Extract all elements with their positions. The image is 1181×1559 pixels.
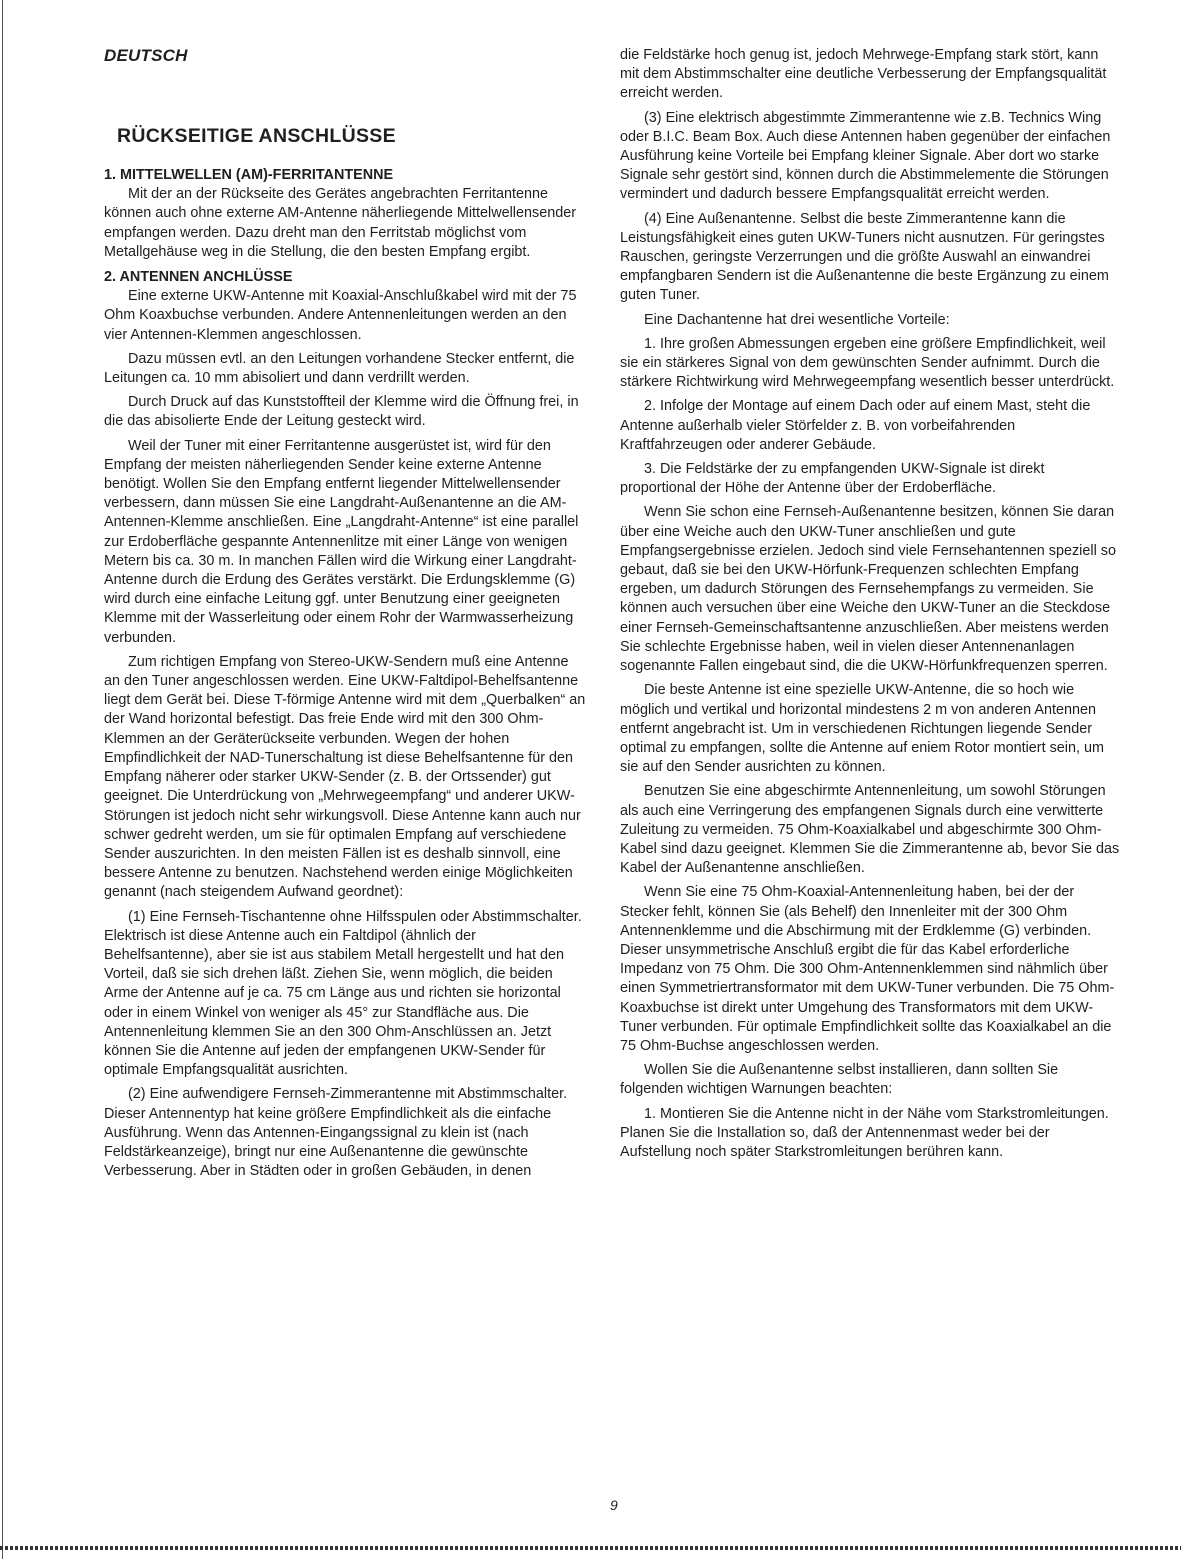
left-column-body [104, 166, 586, 1186]
paragraph: (3) Eine elektrisch abgestimmte Zimmerantenne wie z.B. Technics Wing oder B.I.C. Beam Box. Auch diese Antennen haben gegenüber der einfachen Ausführung keine Vorteile bei Empfang kleiner Signale. Aber dort wo starke Signale sehr gestört sind, können durch die Abstimmelemente die Störungen vermindert und dadurch bessere Empfangsqualität erreicht werden. [620, 109, 1111, 203]
paragraph: Weil der Tuner mit einer Ferritantenne ausgerüstet ist, wird für den Empfang der meisten näherliegenden Sender keine externe Antenne benötigt. Wollen Sie den Empfang entfernt liegender Mittelwellensender verbessern, dann müssen Sie eine Langdraht-Außenantenne an die AM-Antennen-Klemme anschließen. Eine „Langdraht-Antenne“ ist eine parallel zur Erdoberfläche gespannte Antennenlitze mit einer Länge von wenigen Metern bis ca. 30 m. In manchen Fällen wird die Wirkung einer Langdraht-Antenne durch die Erdung des Gerätes verstärkt. Die Erdungsklemme (G) wird durch eine einfache Leitung ggf. unter Benutzung einer geeigneten Klemme mit der Wasserleitung oder einem Rohr der Warmwasserheizung verbunden. [104, 437, 579, 646]
paragraph: Wenn Sie eine 75 Ohm-Koaxial-Antennenleitung haben, bei der der Stecker fehlt, können Sie (als Behelf) den Innenleiter mit der 300 Ohm Antennenklemme und die Abschirmung mit der Erdklemme (G) verbinden. Dieser unsymmetrische Anschluß ergibt die für das Kabel erforderliche Impedanz von 75 Ohm. Die 300 Ohm-Antennenklemmen sind nähmlich über einen Symmetriertransformator mit dem UKW-Tuner verbunden. Die 75 Ohm-Koaxbuchse ist direkt unter Umgehung des Transformators mit dem UKW-Tuner verbunden. Für optimale Empfindlichkeit sollte das Koaxialkabel an die 75 Ohm-Buchse angeschlossen werden. [620, 884, 1115, 1054]
paragraph: Benutzen Sie eine abgeschirmte Antennenleitung, um sowohl Störungen als auch eine Verringerung des empfangenen Signals durch eine verwitterte Zuleitung zu vermeiden. 75 Ohm-Koaxialkabel und abgeschirmte 300 Ohm-Kabel sind dazu geeignet. Klemmen Sie die Zimmerantenne ab, bevor Sie das Kabel der Außenantenne anschließen. [620, 783, 1120, 877]
list-item: 1. Montieren Sie die Antenne nicht in der Nähe vom Starkstromleitungen. Planen Sie die Installation so, daß der Antennenmast weder bei der Aufstellung noch später Starkstromleitungen berühren kann. [620, 1105, 1109, 1160]
section-heading-antenna-connections: 2. ANTENNEN ANCHLÜSSE [104, 269, 293, 286]
paragraph: (1) Eine Fernseh-Tischantenne ohne Hilfsspulen oder Abstimmschalter. Elektrisch ist diese Antenne auch ein Faltdipol (ähnlich der Behelfsantenne), aber sie ist aus stabilem Metall hergestellt und hat den Vorteil, daß sie sich drehen läßt. Ziehen Sie, wenn möglich, die beiden Arme der Antenne auf je ca. 75 cm Länge aus und richten sie horizontal oder in einem Winkel von weniger als 45° zur Standfläche aus. Die Antennenleitung klemmen Sie an den 300 Ohm-Anschlüssen an. Jetzt können Sie die Antenne auf jeden der empfangenen UKW-Sender für optimale Empfangsqualität ausrichten. [104, 908, 582, 1079]
page-number: 9 [610, 1497, 618, 1513]
paragraph: Eine externe UKW-Antenne mit Koaxial-Anschlußkabel wird mit der 75 Ohm Koaxbuchse verbunden. Andere Antennenleitungen werden an den vier Antennen-Klemmen angeschlossen. [104, 288, 577, 343]
paragraph: Mit der an der Rückseite des Gerätes angebrachten Ferritantenne können auch ohne externe AM-Antenne näherliegende Mittelwellensender empfangen werden. Dazu dreht man den Ferritstab möglichst vom Metallgehäuse weg in die Stellung, die den besten Empfang ergibt. [104, 186, 577, 260]
paragraph: Zum richtigen Empfang von Stereo-UKW-Sendern muß eine Antenne an den Tuner angeschlossen werden. Eine UKW-Faltdipol-Behelfsantenne liegt dem Gerät bei. Diese T-förmige Antenne wird mit dem „Querbalken“ an der Wand horizontal befestigt. Das freie Ende wird mit den 300 Ohm-Klemmen an der Geräterückseite verbunden. Wegen der hohen Empfindlichkeit der NAD-Tunerschaltung ist diese Behelfsantenne für den Empfang näherer oder starker UKW-Sender (z. B. der Ortssender) gut geeignet. Die Unterdrückung von „Mehrwegeempfang“ und anderer UKW-Störungen ist jedoch nicht sehr wirkungsvoll. Diese Antenne kann auch nur schwer gedreht werden, um sie für optimalen Empfang auf verschiedene Sender auszurichten. In den meisten Fällen ist es deshalb sinnvoll, eine bessere Antenne zu benutzen. Nachstehend werden einige Möglichkeiten genannt (nach steigendem Aufwand geordnet): [104, 653, 586, 901]
paragraph: (4) Eine Außenantenne. Selbst die beste Zimmerantenne kann die Leistungsfähigkeit eines guten UKW-Tuners nicht ausnutzen. Für geringstes Rauschen, geringste Verzerrungen und die größte Auswahl an einwandrei empfangbaren Sendern ist die Außenantenne die beste Ergänzung zu einem guten Tuner. [620, 210, 1109, 304]
paragraph: die Feldstärke hoch genug ist, jedoch Mehrwege-Empfang stark stört, kann mit dem Abstimmschalter eine deutliche Verbesserung der Empfangsqualität erreicht werden. [620, 47, 1107, 102]
list-item: 1. Ihre großen Abmessungen ergeben eine größere Empfindlichkeit, weil sie ein stärkeres Signal von dem gewünschten Sender aufnimmt. Durch die stärkere Richtwirkung wird Mehrwegeempfang wesentlich besser unterdrückt. [620, 335, 1115, 391]
right-column [620, 46, 1120, 1167]
paragraph: (2) Eine aufwendigere Fernseh-Zimmerantenne mit Abstimmschalter. Dieser Antennentyp hat keine größere Empfindlichkeit als die einfache Ausführung. Wenn das Antennen-Eingangssignal zu klein ist (nach Feldstärkeanzeige), bringt nur eine Außenantenne die gewünschte Verbesserung. Aber in Städten oder in großen Gebäuden, in denen [104, 1086, 568, 1180]
paragraph: Eine Dachantenne hat drei wesentliche Vorteile: [644, 311, 950, 328]
paragraph: Durch Druck auf das Kunststoffteil der Klemme wird die Öffnung frei, in die das abisolierte Ende der Leitung gesteckt wird. [104, 394, 579, 430]
paragraph: Dazu müssen evtl. an den Leitungen vorhandene Stecker entfernt, die Leitungen ca. 10 mm abisoliert und dann verdrillt werden. [104, 350, 575, 387]
page-bottom-rule [0, 1546, 1181, 1550]
paragraph: Die beste Antenne ist eine spezielle UKW-Antenne, die so hoch wie möglich und vertikal und horizontal mindestens 2 m von anderen Antennen entfernt angebracht ist. Um in verschiedenen Richtungen liegende Sender optimal zu empfangen, sollte die Antenne auf eniem Rotor montiert sein, um sie auf den Sender ausrichten zu können. [620, 682, 1104, 776]
page-left-edge-rule [2, 0, 3, 1559]
paragraph: Wollen Sie die Außenantenne selbst installieren, dann sollten Sie folgenden wichtigen Warnungen beachten: [620, 1062, 1059, 1098]
paragraph: Wenn Sie schon eine Fernseh-Außenantenne besitzen, können Sie daran über eine Weiche auch den UKW-Tuner anschließen und gute Empfangsergebnisse erzielen. Jedoch sind viele Fernsehantennen speziell so gebaut, daß sie bei den UKW-Hörfunk-Frequenzen schlechten Empfang ergeben, um dadurch Störungen des Fernsehempfangs zu vermeiden. Sie können auch versuchen über eine Weiche den UKW-Tuner an die Steckdose einer Fernseh-Gemeinschaftsantenne anzuschließen. Aber meistens werden Sie schlechte Ergebnisse haben, weil in vielen dieser Antennenanlagen sogenannte Fallen eingebaut sind, die die UKW-Hörfunkfrequenzen sperren. [620, 504, 1116, 675]
language-label: DEUTSCH [104, 46, 188, 65]
page-title: RÜCKSEITIGE ANSCHLÜSSE [117, 125, 396, 147]
list-item: 2. Infolge der Montage auf einem Dach oder auf einem Mast, steht die Antenne außerhalb vieler Störfelder z. B. von vorbeifahrenden Kraftfahrzeugen oder anderer Gebäude. [620, 398, 1091, 453]
section-heading-am-antenna: 1. MITTELWELLEN (AM)-FERRITANTENNE [104, 167, 394, 183]
list-item: 3. Die Feldstärke der zu empfangenden UKW-Signale ist direkt proportional der Höhe der Antenne über der Erdoberfläche. [620, 461, 1045, 497]
